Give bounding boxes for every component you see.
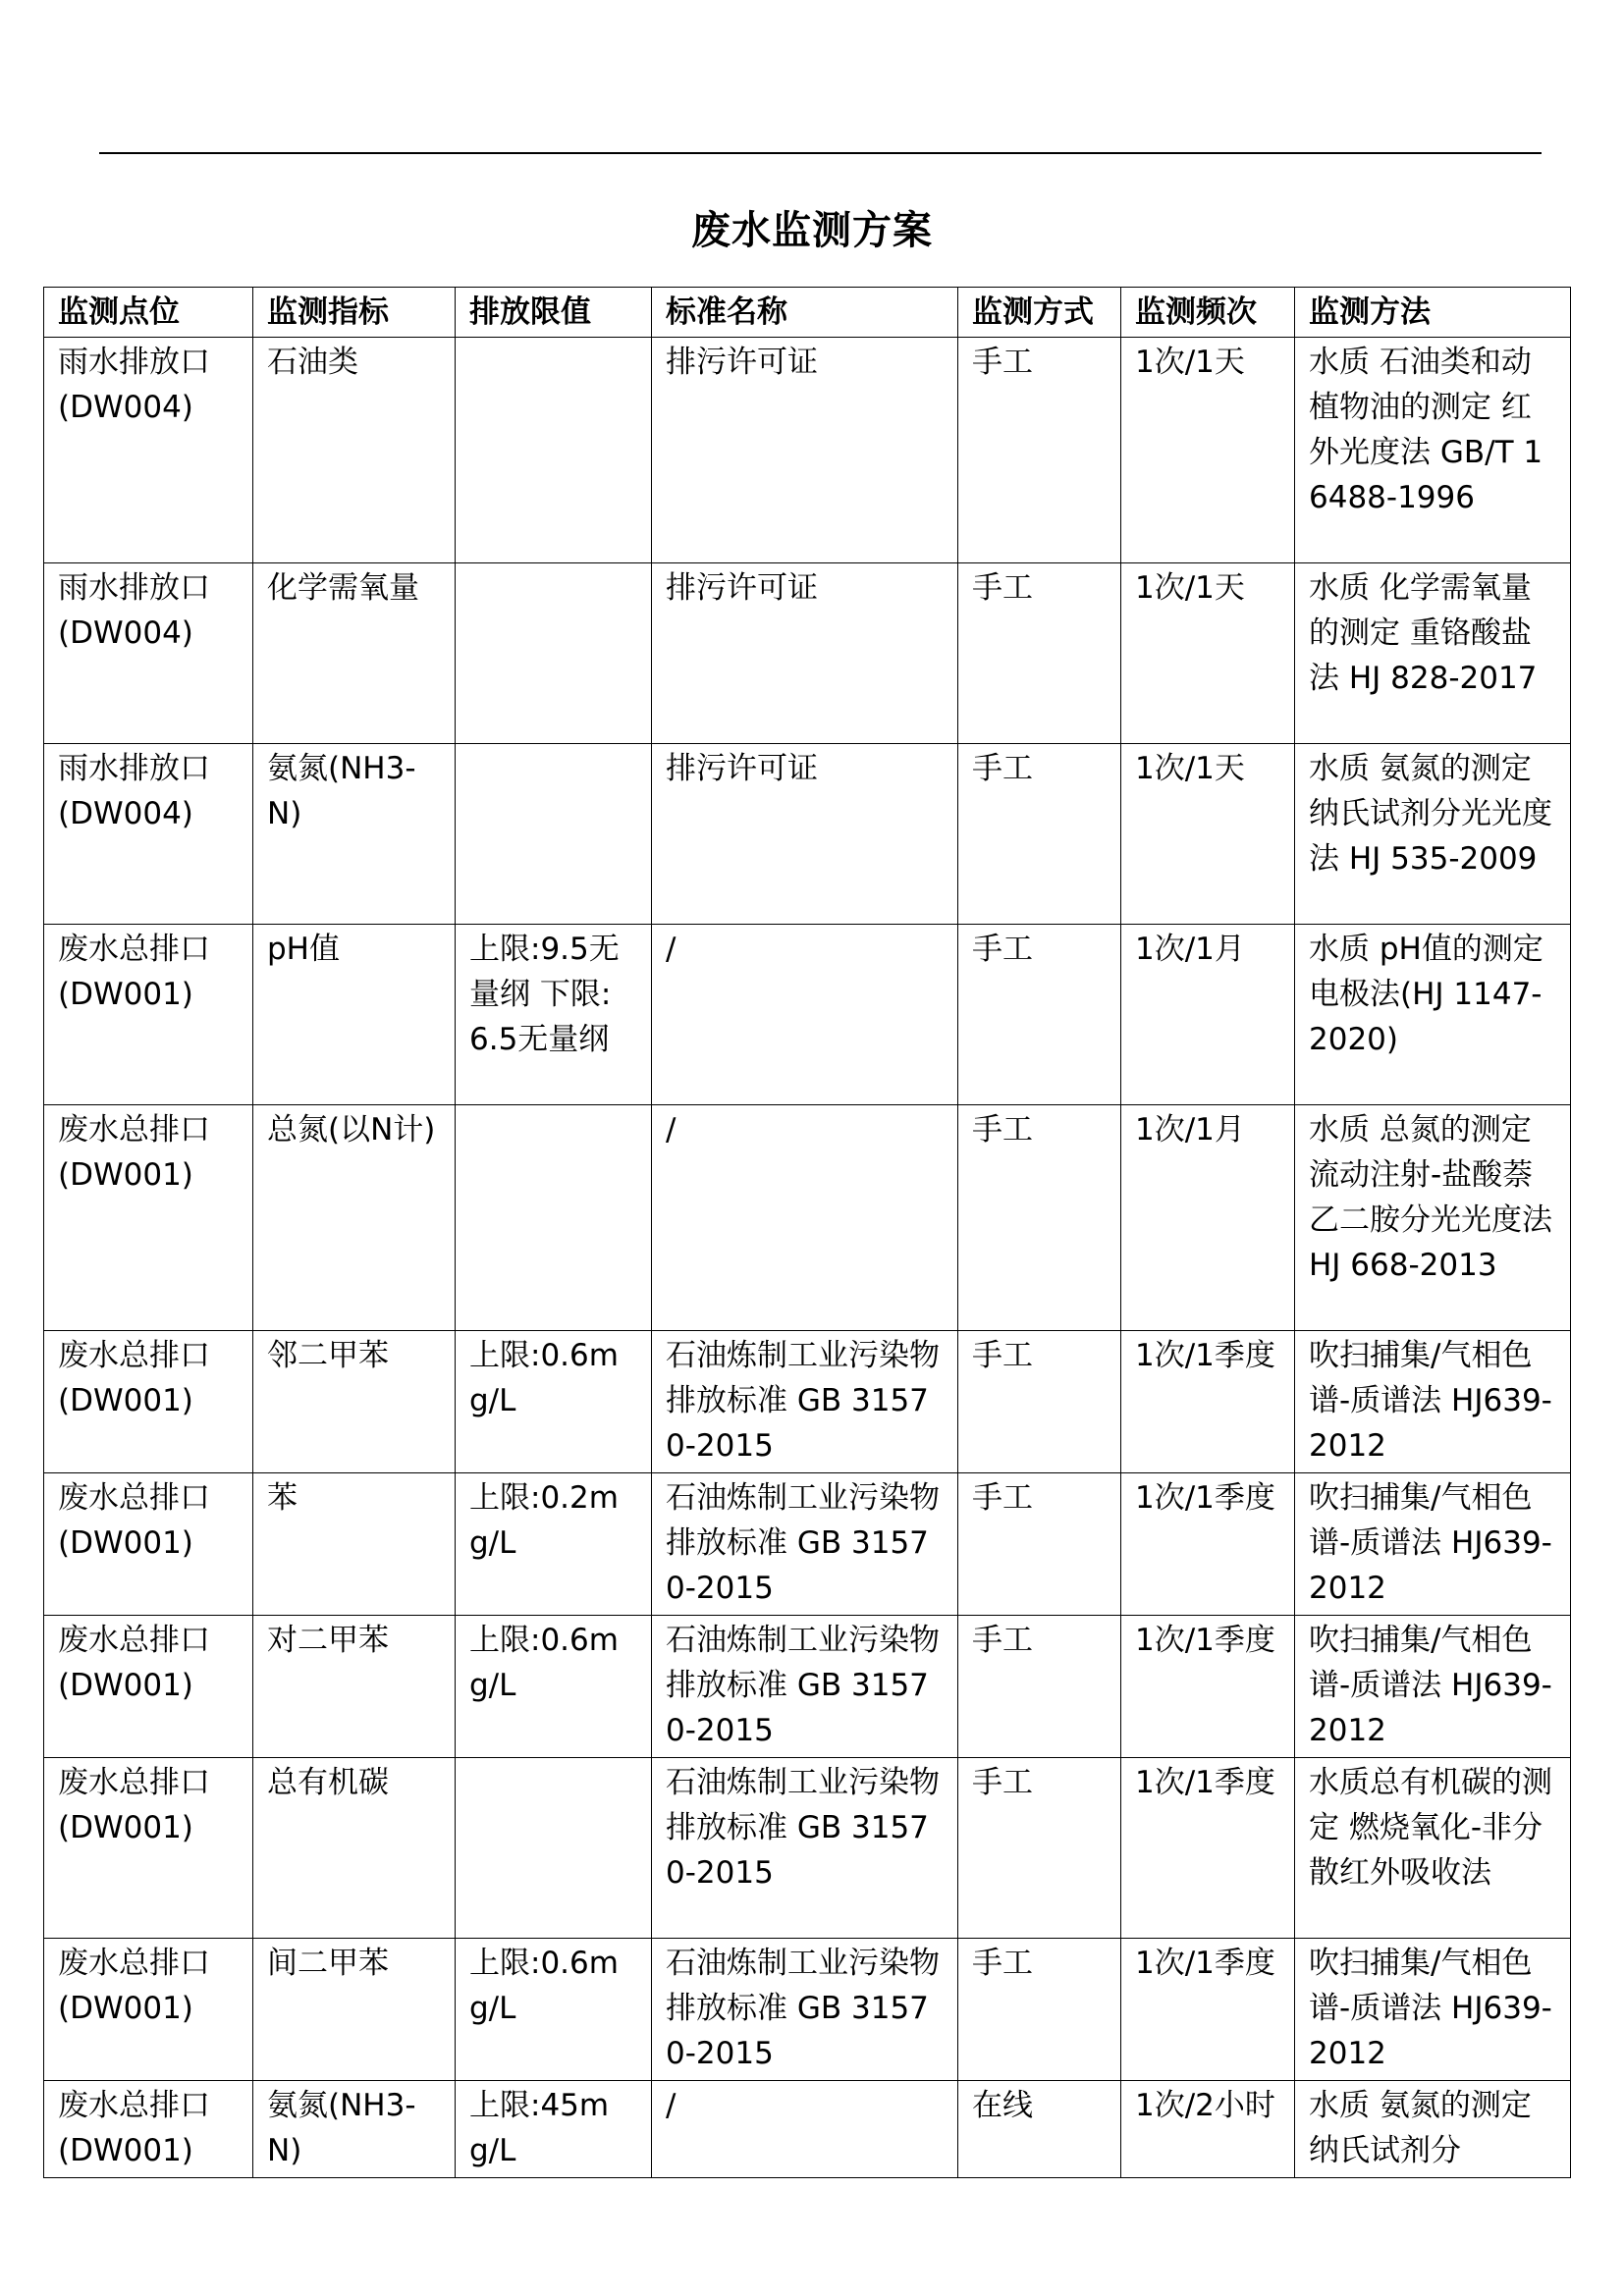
cell-indicator: 总有机碳 bbox=[253, 1758, 456, 1939]
cell-standard: 石油炼制工业污染物排放标准 GB 31570-2015 bbox=[652, 1939, 958, 2081]
cell-frequency: 1次/1月 bbox=[1121, 1105, 1295, 1331]
column-header-standard: 标准名称 bbox=[652, 288, 958, 338]
cell-mode: 手工 bbox=[958, 1939, 1121, 2081]
table-row bbox=[44, 2081, 1571, 2178]
cell-indicator: 氨氮(NH3-N) bbox=[253, 744, 456, 925]
cell-mode: 手工 bbox=[958, 744, 1121, 925]
cell-indicator: 化学需氧量 bbox=[253, 563, 456, 744]
table-row bbox=[44, 1616, 1571, 1758]
header-rule bbox=[99, 152, 1542, 154]
cell-frequency: 1次/1天 bbox=[1121, 744, 1295, 925]
cell-standard: / bbox=[652, 1105, 958, 1331]
cell-frequency: 1次/1季度 bbox=[1121, 1473, 1295, 1616]
table-row bbox=[44, 925, 1571, 1105]
cell-limit bbox=[456, 563, 652, 744]
cell-indicator: pH值 bbox=[253, 925, 456, 1105]
cell-limit bbox=[456, 338, 652, 563]
cell-limit: 上限:0.2mg/L bbox=[456, 1473, 652, 1616]
cell-point: 废水总排口(DW001) bbox=[44, 925, 253, 1105]
column-header-frequency: 监测频次 bbox=[1121, 288, 1295, 338]
cell-method: 水质 氨氮的测定 纳氏试剂分 bbox=[1295, 2081, 1571, 2178]
cell-frequency: 1次/1季度 bbox=[1121, 1616, 1295, 1758]
cell-point: 废水总排口(DW001) bbox=[44, 1616, 253, 1758]
cell-mode: 手工 bbox=[958, 1105, 1121, 1331]
cell-mode: 手工 bbox=[958, 1616, 1121, 1758]
cell-method: 水质 化学需氧量的测定 重铬酸盐法 HJ 828-2017 bbox=[1295, 563, 1571, 744]
cell-mode: 手工 bbox=[958, 1758, 1121, 1939]
table-row bbox=[44, 1331, 1571, 1473]
cell-frequency: 1次/1季度 bbox=[1121, 1939, 1295, 2081]
cell-limit: 上限:0.6mg/L bbox=[456, 1616, 652, 1758]
cell-point: 废水总排口(DW001) bbox=[44, 1473, 253, 1616]
cell-point: 废水总排口(DW001) bbox=[44, 2081, 253, 2178]
cell-standard: 石油炼制工业污染物排放标准 GB 31570-2015 bbox=[652, 1331, 958, 1473]
cell-indicator: 邻二甲苯 bbox=[253, 1331, 456, 1473]
cell-frequency: 1次/1季度 bbox=[1121, 1758, 1295, 1939]
cell-method: 水质 氨氮的测定 纳氏试剂分光光度法 HJ 535-2009 bbox=[1295, 744, 1571, 925]
cell-frequency: 1次/2小时 bbox=[1121, 2081, 1295, 2178]
cell-indicator: 氨氮(NH3-N) bbox=[253, 2081, 456, 2178]
cell-limit bbox=[456, 1758, 652, 1939]
page-title: 废水监测方案 bbox=[691, 208, 933, 253]
cell-standard: 排污许可证 bbox=[652, 338, 958, 563]
cell-indicator: 苯 bbox=[253, 1473, 456, 1616]
cell-point: 雨水排放口(DW004) bbox=[44, 563, 253, 744]
cell-point: 废水总排口(DW001) bbox=[44, 1105, 253, 1331]
table-row bbox=[44, 744, 1571, 925]
column-header-method: 监测方法 bbox=[1295, 288, 1571, 338]
cell-method: 吹扫捕集/气相色谱-质谱法 HJ639-2012 bbox=[1295, 1616, 1571, 1758]
cell-limit bbox=[456, 1105, 652, 1331]
cell-indicator: 石油类 bbox=[253, 338, 456, 563]
cell-standard: 石油炼制工业污染物排放标准 GB 31570-2015 bbox=[652, 1758, 958, 1939]
cell-point: 雨水排放口(DW004) bbox=[44, 744, 253, 925]
cell-frequency: 1次/1天 bbox=[1121, 563, 1295, 744]
cell-point: 废水总排口(DW001) bbox=[44, 1939, 253, 2081]
cell-limit: 上限:0.6mg/L bbox=[456, 1331, 652, 1473]
table-header-row bbox=[44, 288, 1571, 338]
cell-mode: 手工 bbox=[958, 925, 1121, 1105]
cell-frequency: 1次/1月 bbox=[1121, 925, 1295, 1105]
column-header-point: 监测点位 bbox=[44, 288, 253, 338]
cell-method: 水质 总氮的测定 流动注射-盐酸萘乙二胺分光光度法 HJ 668-2013 bbox=[1295, 1105, 1571, 1331]
cell-point: 废水总排口(DW001) bbox=[44, 1331, 253, 1473]
cell-mode: 手工 bbox=[958, 338, 1121, 563]
cell-frequency: 1次/1天 bbox=[1121, 338, 1295, 563]
cell-method: 水质总有机碳的测定 燃烧氧化-非分散红外吸收法 bbox=[1295, 1758, 1571, 1939]
table-row bbox=[44, 1105, 1571, 1331]
cell-indicator: 间二甲苯 bbox=[253, 1939, 456, 2081]
cell-standard: 石油炼制工业污染物排放标准 GB 31570-2015 bbox=[652, 1616, 958, 1758]
cell-frequency: 1次/1季度 bbox=[1121, 1331, 1295, 1473]
cell-mode: 在线 bbox=[958, 2081, 1121, 2178]
table-row bbox=[44, 1473, 1571, 1616]
cell-limit: 上限:9.5无量纲 下限:6.5无量纲 bbox=[456, 925, 652, 1105]
cell-method: 水质 pH值的测定 电极法(HJ 1147-2020) bbox=[1295, 925, 1571, 1105]
cell-point: 雨水排放口(DW004) bbox=[44, 338, 253, 563]
column-header-mode: 监测方式 bbox=[958, 288, 1121, 338]
cell-limit bbox=[456, 744, 652, 925]
cell-mode: 手工 bbox=[958, 563, 1121, 744]
cell-standard: 排污许可证 bbox=[652, 563, 958, 744]
cell-point: 废水总排口(DW001) bbox=[44, 1758, 253, 1939]
cell-mode: 手工 bbox=[958, 1331, 1121, 1473]
table-row bbox=[44, 1939, 1571, 2081]
column-header-indicator: 监测指标 bbox=[253, 288, 456, 338]
cell-limit: 上限:45mg/L bbox=[456, 2081, 652, 2178]
cell-standard: 排污许可证 bbox=[652, 744, 958, 925]
table-row bbox=[44, 563, 1571, 744]
cell-method: 吹扫捕集/气相色谱-质谱法 HJ639-2012 bbox=[1295, 1331, 1571, 1473]
cell-standard: / bbox=[652, 2081, 958, 2178]
cell-indicator: 总氮(以N计) bbox=[253, 1105, 456, 1331]
cell-mode: 手工 bbox=[958, 1473, 1121, 1616]
cell-limit: 上限:0.6mg/L bbox=[456, 1939, 652, 2081]
cell-method: 吹扫捕集/气相色谱-质谱法 HJ639-2012 bbox=[1295, 1473, 1571, 1616]
cell-method: 吹扫捕集/气相色谱-质谱法 HJ639-2012 bbox=[1295, 1939, 1571, 2081]
table-row bbox=[44, 1758, 1571, 1939]
cell-indicator: 对二甲苯 bbox=[253, 1616, 456, 1758]
cell-method: 水质 石油类和动植物油的测定 红外光度法 GB/T 16488-1996 bbox=[1295, 338, 1571, 563]
column-header-limit: 排放限值 bbox=[456, 288, 652, 338]
table-row bbox=[44, 338, 1571, 563]
monitoring-plan-table bbox=[43, 287, 1571, 2178]
cell-standard: 石油炼制工业污染物排放标准 GB 31570-2015 bbox=[652, 1473, 958, 1616]
cell-standard: / bbox=[652, 925, 958, 1105]
